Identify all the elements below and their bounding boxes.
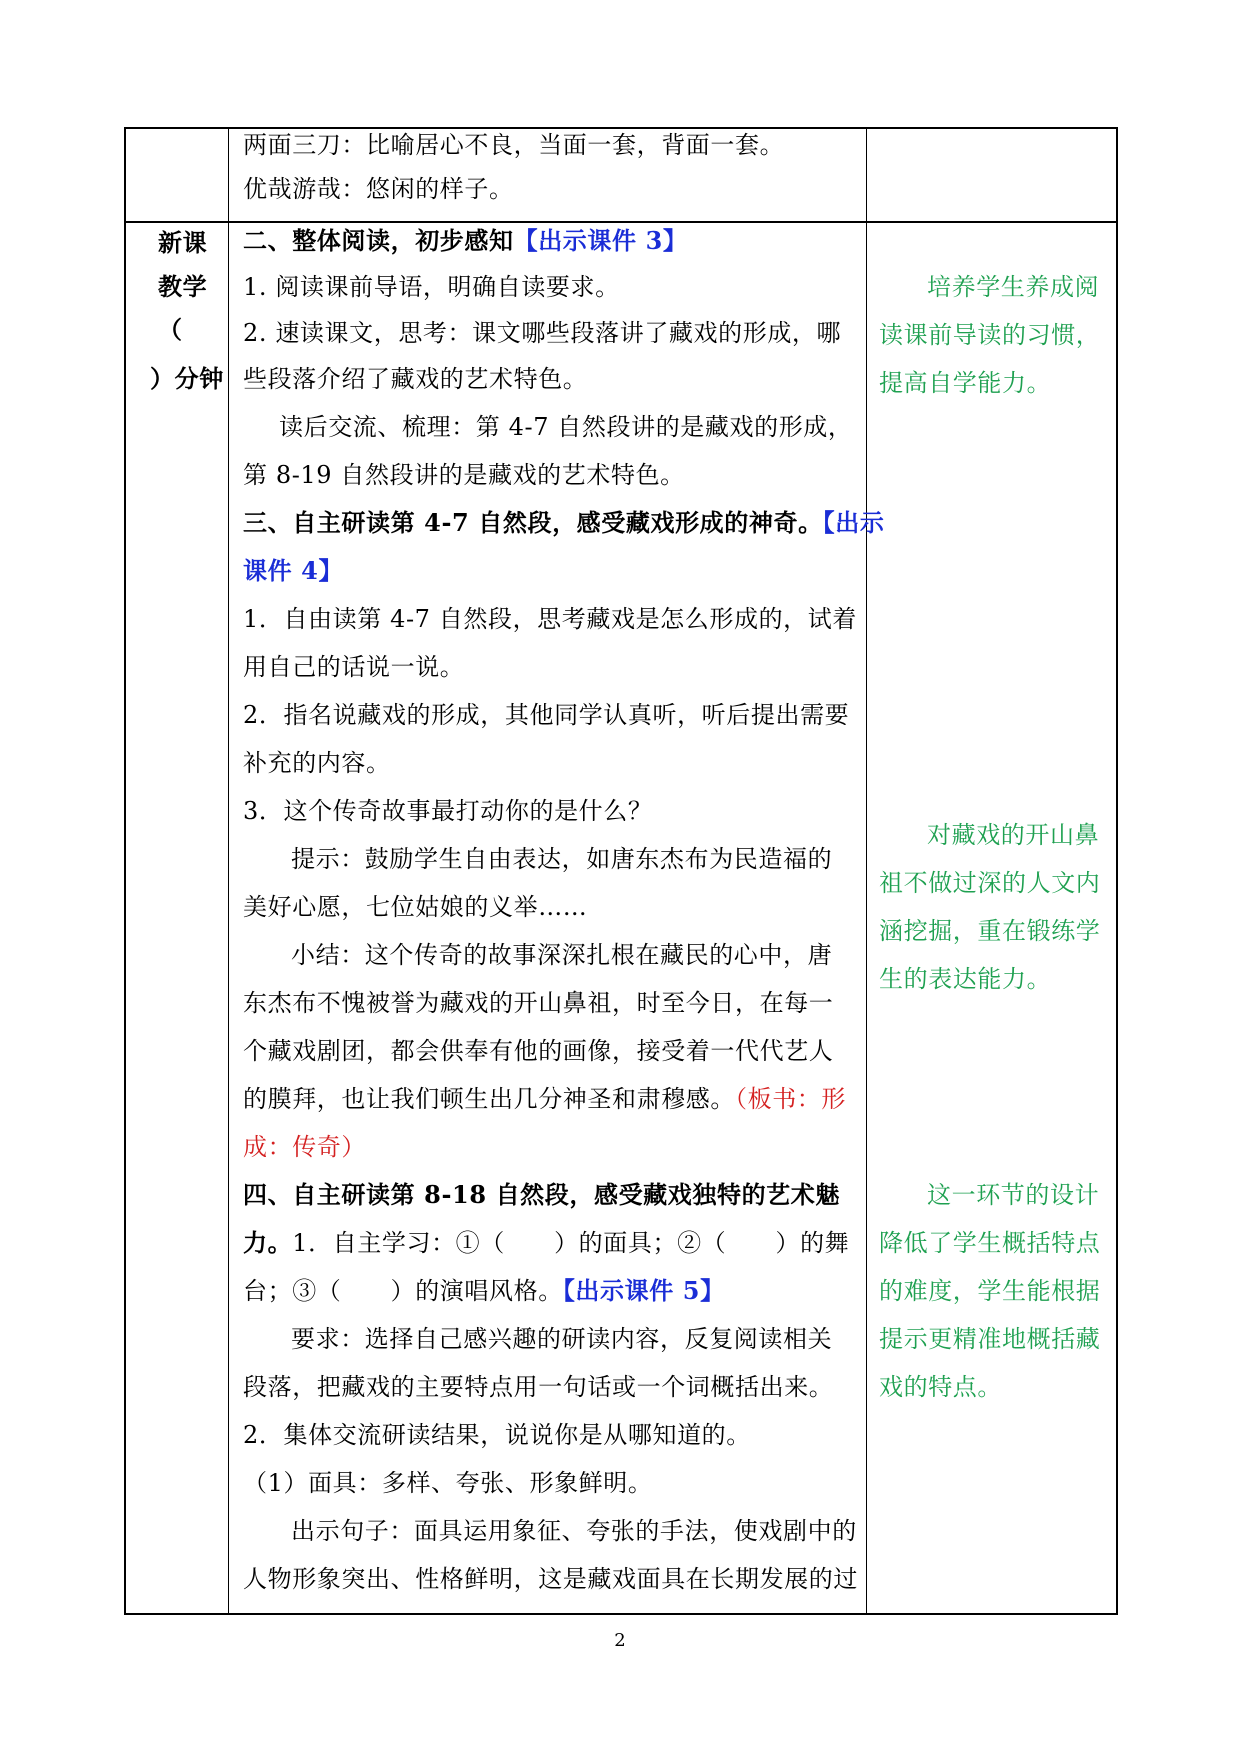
section4-task: 1．自主学习：①（ ）的面具；②（ ）的舞 xyxy=(292,1229,850,1257)
note3-line: 的难度，学生能根据 xyxy=(879,1277,1101,1305)
note1-line: 提高自学能力。 xyxy=(879,369,1052,397)
left-label-2: 教学 xyxy=(158,272,208,301)
section4-line: 要求：选择自己感兴趣的研读内容，反复阅读相关 xyxy=(291,1325,833,1353)
section3-line: 个藏戏剧团，都会供奉有他的画像，接受着一代代艺人 xyxy=(243,1037,834,1065)
section3-line: 2．指名说藏戏的形成，其他同学认真听，听后提出需要 xyxy=(243,701,850,729)
section4-line: 2．集体交流研读结果，说说你是从哪知道的。 xyxy=(243,1421,751,1449)
left-label-1: 新课 xyxy=(158,228,208,257)
section2-line: 些段落介绍了藏戏的艺术特色。 xyxy=(243,365,588,393)
vocab-line-1: 两面三刀：比喻居心不良，当面一套，背面一套。 xyxy=(243,131,785,159)
board-note-b: 成：传奇） xyxy=(243,1133,366,1161)
section3-line: 提示：鼓励学生自由表达，如唐东杰布为民造福的 xyxy=(291,845,833,873)
note3-line: 这一环节的设计 xyxy=(927,1181,1100,1209)
note2-line: 生的表达能力。 xyxy=(879,965,1052,993)
table-border-left xyxy=(124,127,126,1615)
left-label-3: （ xyxy=(158,315,183,344)
section4-courseware: 【出示课件 5】 xyxy=(562,1276,725,1305)
note3-line: 戏的特点。 xyxy=(879,1373,1002,1401)
section3-line: 小结：这个传奇的故事深深扎根在藏民的心中，唐 xyxy=(291,941,833,969)
section3-courseware-a: 【出示 xyxy=(822,508,885,537)
section4-heading: 四、自主研读第 8-18 自然段，感受藏戏独特的艺术魅 xyxy=(243,1180,840,1209)
note1-line: 读课前导读的习惯， xyxy=(879,321,1101,349)
section4-line: （1）面具：多样、夸张、形象鲜明。 xyxy=(243,1469,653,1497)
section3-summary-row xyxy=(243,1084,846,1114)
section2-line: 第 8-19 自然段讲的是藏戏的艺术特色。 xyxy=(243,461,685,489)
board-note-a: （板书：形 xyxy=(735,1085,846,1113)
table-border-right xyxy=(1116,127,1118,1615)
table-border-bottom xyxy=(124,1613,1118,1615)
section3-heading: 三、自主研读第 4-7 自然段，感受藏戏形成的神奇。 xyxy=(243,508,823,537)
section2-line: 1. 阅读课前导语，明确自读要求。 xyxy=(243,273,620,301)
section4-heading-row2 xyxy=(243,1228,849,1258)
note1-line: 培养学生养成阅 xyxy=(927,273,1100,301)
table-column-divider-1 xyxy=(228,127,229,1615)
table-row-divider xyxy=(124,221,1118,223)
note2-line: 对藏戏的开山鼻 xyxy=(927,821,1100,849)
table-border-top xyxy=(124,127,1118,129)
note3-line: 提示更精准地概括藏 xyxy=(879,1325,1101,1353)
section4-heading-tail: 力。 xyxy=(243,1228,293,1257)
note2-line: 祖不做过深的人文内 xyxy=(879,869,1101,897)
page-number: 2 xyxy=(614,1630,626,1651)
section3-line: 的膜拜，也让我们顿生出几分神圣和肃穆感。 xyxy=(243,1085,735,1113)
section2-heading: 二、整体阅读，初步感知 xyxy=(243,226,514,255)
section4-line: 人物形象突出、性格鲜明，这是藏戏面具在长期发展的过 xyxy=(243,1565,858,1593)
section2-line: 读后交流、梳理：第 4-7 自然段讲的是藏戏的形成， xyxy=(279,413,853,441)
section4-line: 出示句子：面具运用象征、夸张的手法，使戏剧中的 xyxy=(291,1517,857,1545)
section3-line: 补充的内容。 xyxy=(243,749,391,777)
section4-task-row xyxy=(243,1276,725,1306)
section2-line: 2. 速读课文，思考：课文哪些段落讲了藏戏的形成，哪 xyxy=(243,319,842,347)
section4-task-cont: 台；③（ ）的演唱风格。 xyxy=(243,1277,563,1305)
left-label-4: ）分钟 xyxy=(150,364,224,393)
note2-line: 涵挖掘，重在锻练学 xyxy=(879,917,1101,945)
section3-line: 1．自由读第 4-7 自然段，思考藏戏是怎么形成的，试着 xyxy=(243,605,857,633)
section3-line: 用自己的话说一说。 xyxy=(243,653,465,681)
section3-line: 东杰布不愧被誉为藏戏的开山鼻祖，时至今日，在每一 xyxy=(243,989,834,1017)
section2-courseware: 【出示课件 3】 xyxy=(513,226,688,255)
section3-line: 3．这个传奇故事最打动你的是什么？ xyxy=(243,797,653,825)
section2-heading-row xyxy=(243,226,687,256)
table-column-divider-2 xyxy=(866,127,867,1615)
note3-line: 降低了学生概括特点 xyxy=(879,1229,1101,1257)
section4-line: 段落，把藏戏的主要特点用一句话或一个词概括出来。 xyxy=(243,1373,834,1401)
section3-line: 美好心愿，七位姑娘的义举…… xyxy=(243,893,588,921)
section3-courseware-b: 课件 4】 xyxy=(243,556,344,585)
section3-heading-row xyxy=(243,508,884,538)
vocab-line-2: 优哉游哉：悠闲的样子。 xyxy=(243,175,514,203)
